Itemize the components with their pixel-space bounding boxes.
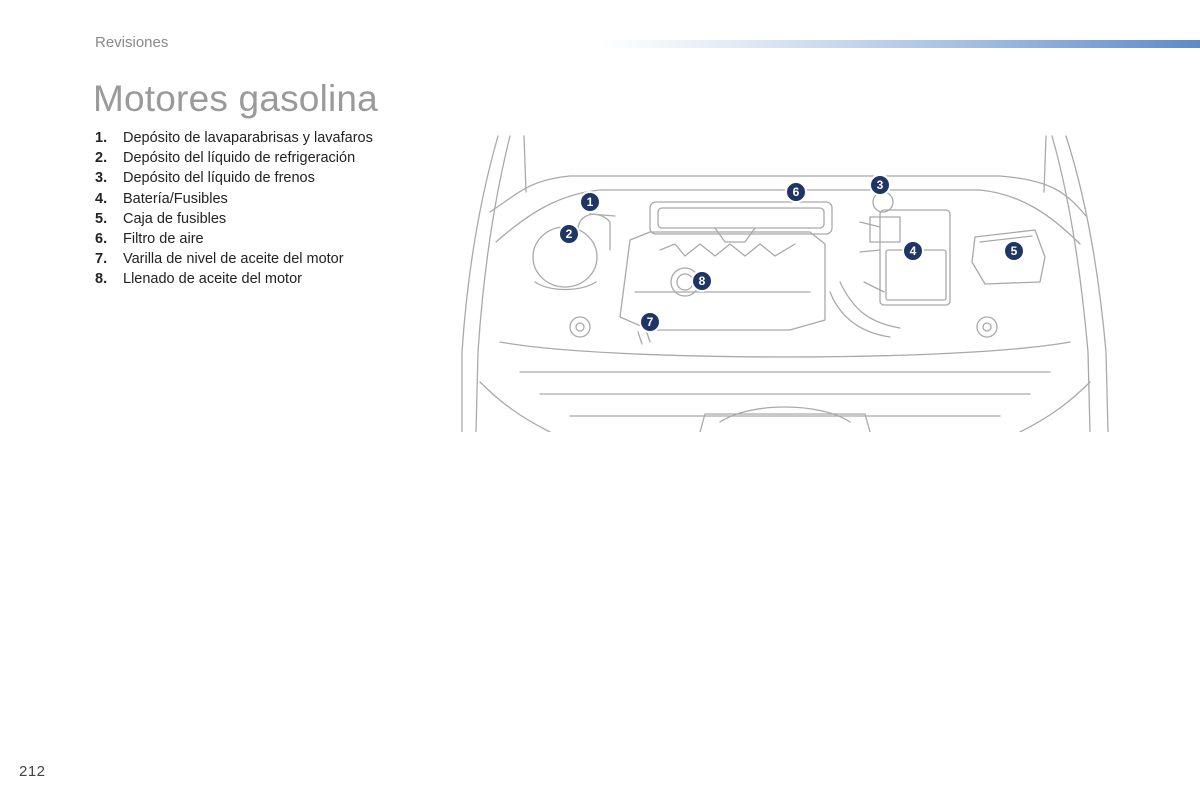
legend-item bbox=[95, 128, 373, 148]
legend-text: Filtro de aire bbox=[123, 231, 204, 248]
svg-text:6: 6 bbox=[792, 185, 800, 199]
svg-text:8: 8 bbox=[698, 274, 706, 288]
engine-bay-illustration bbox=[460, 132, 1110, 432]
legend-text: Caja de fusibles bbox=[123, 210, 227, 227]
legend-item bbox=[95, 229, 373, 249]
legend-text: Depósito de lavaparabrisas y lavafaros bbox=[123, 130, 373, 146]
legend-item bbox=[95, 249, 373, 269]
callout-marker-3 bbox=[870, 175, 890, 195]
svg-text:7: 7 bbox=[646, 315, 654, 329]
legend-text: Depósito del líquido de frenos bbox=[123, 170, 315, 187]
callout-marker-4 bbox=[903, 241, 923, 261]
legend-number: 3. bbox=[95, 170, 108, 187]
legend-item bbox=[95, 209, 373, 229]
callout-marker-6 bbox=[786, 182, 806, 202]
header-gradient-bar bbox=[600, 40, 1200, 48]
legend-number: 2. bbox=[95, 150, 108, 167]
callout-marker-7 bbox=[640, 312, 660, 332]
legend-number: 4. bbox=[95, 190, 108, 207]
legend-item bbox=[95, 148, 373, 168]
svg-text:5: 5 bbox=[1010, 244, 1018, 258]
legend-text: Depósito del líquido de refrigeración bbox=[123, 150, 356, 167]
component-legend bbox=[95, 128, 373, 290]
legend-item bbox=[95, 269, 373, 289]
page-title: Motores gasolina bbox=[93, 78, 378, 119]
svg-text:2: 2 bbox=[565, 227, 573, 241]
legend-text: Llenado de aceite del motor bbox=[123, 271, 302, 288]
legend-item bbox=[95, 189, 373, 209]
legend-number: 7. bbox=[95, 251, 108, 268]
svg-text:4: 4 bbox=[909, 244, 917, 258]
legend-number: 8. bbox=[95, 271, 108, 288]
svg-text:3: 3 bbox=[876, 178, 884, 192]
legend-text: Batería/Fusibles bbox=[123, 190, 228, 207]
legend-number: 1. bbox=[95, 130, 108, 146]
section-label: Revisiones bbox=[95, 34, 169, 51]
legend-item bbox=[95, 168, 373, 188]
page-number: 212 bbox=[19, 763, 46, 780]
callout-marker-2 bbox=[559, 224, 579, 244]
callout-marker-5 bbox=[1004, 241, 1024, 261]
legend-number: 6. bbox=[95, 231, 108, 248]
callout-marker-1 bbox=[580, 192, 600, 212]
svg-text:1: 1 bbox=[586, 195, 594, 209]
legend-number: 5. bbox=[95, 210, 108, 227]
legend-text: Varilla de nivel de aceite del motor bbox=[123, 251, 344, 268]
callout-marker-8 bbox=[692, 271, 712, 291]
